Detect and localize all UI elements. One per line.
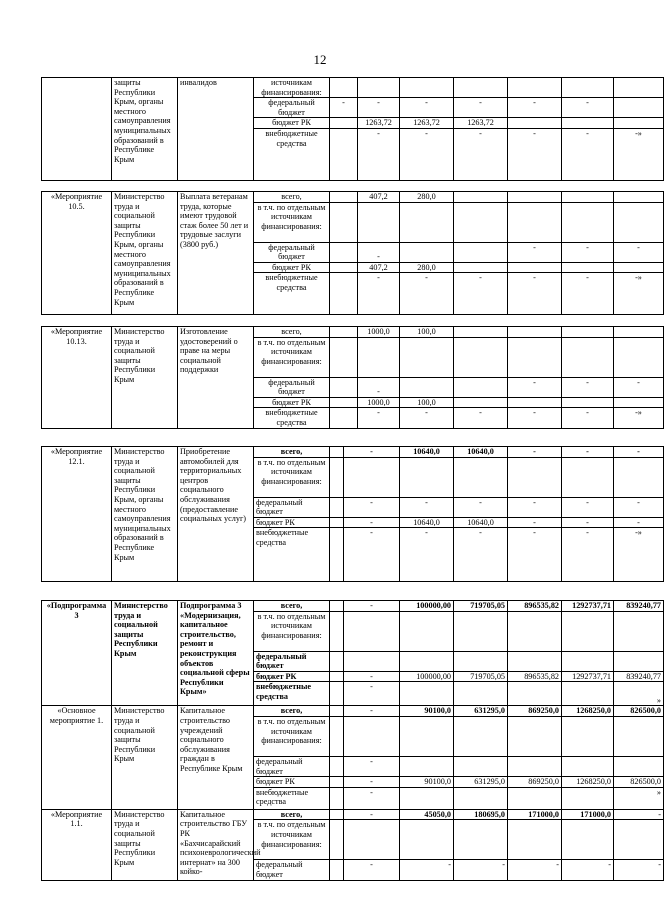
value-cell: - [400, 128, 454, 180]
value-cell [330, 601, 344, 612]
value-cell [508, 397, 562, 408]
measure-cell: «Мероприятие 10.13. [42, 327, 112, 429]
value-cell: 1268250,0 [562, 706, 614, 717]
source-cell: внебюджетные средства [254, 528, 330, 582]
value-cell [508, 118, 562, 129]
source-cell: в т.ч. по отдельным источникам финансирования: [254, 202, 330, 242]
value-cell [330, 787, 344, 809]
value-cell [330, 611, 344, 651]
value-cell: - [508, 408, 562, 428]
measure-cell: «Мероприятие 10.5. [42, 192, 112, 315]
value-cell [330, 327, 358, 338]
page-number: 12 [313, 52, 327, 67]
value-cell [454, 457, 508, 497]
value-cell [330, 517, 344, 528]
value-cell: 719705,05 [454, 671, 508, 682]
source-cell: в т.ч. по отдельным источникам финансирования: [254, 611, 330, 651]
value-cell [614, 397, 664, 408]
value-cell: 839240,77 [614, 671, 664, 682]
value-cell: - [344, 528, 400, 582]
value-cell [400, 377, 454, 397]
value-cell: - [358, 98, 400, 118]
value-cell: 90100,0 [400, 777, 454, 788]
source-cell: внебюджетные средства [254, 787, 330, 809]
value-cell: 1268250,0 [562, 777, 614, 788]
value-cell [454, 242, 508, 262]
description-cell: Капитальное строительство ГБУ РК «Бахчисарайский психоневрологический интернат» на 300 койко- [178, 809, 254, 880]
value-cell [454, 262, 508, 273]
value-cell: - [508, 273, 562, 315]
executor-cell: Министерство труда и социальной защиты Республики Крым [112, 327, 178, 429]
value-cell: - [454, 497, 508, 517]
executor-cell: Министерство труда и социальной защиты Республики Крым [112, 809, 178, 880]
value-cell: - [562, 497, 614, 517]
source-cell: всего, [254, 809, 330, 820]
value-cell [344, 651, 400, 671]
value-cell: -» [614, 273, 664, 315]
value-cell [344, 457, 400, 497]
value-cell: 631295,0 [454, 777, 508, 788]
value-cell [614, 327, 664, 338]
value-cell: 1263,72 [358, 118, 400, 129]
source-cell: федеральный бюджет [254, 651, 330, 671]
value-cell: - [400, 497, 454, 517]
value-cell: - [454, 528, 508, 582]
value-cell: - [562, 860, 614, 880]
source-cell: федеральный бюджет [254, 242, 330, 262]
value-cell: - [454, 128, 508, 180]
value-cell: - [508, 528, 562, 582]
source-cell: федеральный бюджет [254, 377, 330, 397]
value-cell [614, 651, 664, 671]
value-cell [330, 118, 358, 129]
value-cell: - [562, 528, 614, 582]
budget-table-continuation [41, 77, 664, 181]
value-cell [330, 528, 344, 582]
value-cell: 10640,0 [454, 447, 508, 458]
source-cell: бюджет РК [254, 777, 330, 788]
source-cell: федеральный бюджет [254, 98, 330, 118]
source-cell: внебюджетные средства [254, 128, 330, 180]
value-cell [562, 192, 614, 203]
value-cell: 896535,82 [508, 671, 562, 682]
value-cell [330, 651, 344, 671]
value-cell: - [562, 98, 614, 118]
value-cell [562, 716, 614, 756]
value-cell [508, 192, 562, 203]
value-cell [508, 651, 562, 671]
value-cell: 1292737,71 [562, 671, 614, 682]
source-cell: в т.ч. по отдельным источникам финансирования: [254, 457, 330, 497]
value-cell: 280,0 [400, 192, 454, 203]
executor-cell: Министерство труда и социальной защиты Республики Крым [112, 706, 178, 809]
value-cell: - [344, 671, 400, 682]
value-cell: - [562, 517, 614, 528]
value-cell: -» [614, 128, 664, 180]
value-cell: - [614, 377, 664, 397]
value-cell [330, 682, 344, 706]
value-cell [330, 716, 344, 756]
value-cell: 100,0 [400, 397, 454, 408]
value-cell [508, 682, 562, 706]
value-cell: - [358, 242, 400, 262]
source-cell: в т.ч. по отдельным источникам финансирования: [254, 820, 330, 860]
value-cell [614, 716, 664, 756]
measure-cell: «Основное мероприятие 1. [42, 706, 112, 809]
value-cell [454, 78, 508, 98]
value-cell [562, 682, 614, 706]
value-cell [344, 611, 400, 651]
value-cell: - [508, 447, 562, 458]
source-cell: бюджет РК [254, 262, 330, 273]
value-cell [454, 682, 508, 706]
description-cell: Приобретение автомобилей для территориальных центров социального обслуживания (предоставление социальных услуг) [178, 447, 254, 582]
value-cell: -» [614, 528, 664, 582]
value-cell [330, 202, 358, 242]
value-cell: - [614, 809, 664, 820]
value-cell: - [344, 706, 400, 717]
value-cell: - [508, 517, 562, 528]
value-cell [614, 756, 664, 776]
value-cell [330, 756, 344, 776]
value-cell [358, 78, 400, 98]
value-cell [454, 397, 508, 408]
value-cell: - [344, 809, 400, 820]
measure-cell [42, 78, 112, 181]
value-cell: 896535,82 [508, 601, 562, 612]
value-cell: - [508, 377, 562, 397]
value-cell: 869250,0 [508, 777, 562, 788]
source-cell: в т.ч. по отдельным источникам финансирования: [254, 337, 330, 377]
value-cell: - [344, 787, 400, 809]
source-cell: всего, [254, 706, 330, 717]
value-cell [562, 202, 614, 242]
value-cell [562, 820, 614, 860]
measure-cell: «Мероприятие 1.1. [42, 809, 112, 880]
value-cell [508, 262, 562, 273]
value-cell: 839240,77 [614, 601, 664, 612]
value-cell [330, 273, 358, 315]
value-cell [614, 192, 664, 203]
source-cell: всего, [254, 601, 330, 612]
value-cell: - [508, 242, 562, 262]
value-cell [614, 337, 664, 377]
value-cell [330, 777, 344, 788]
description-cell: Изготовление удостоверений о праве на меры социальной поддержки [178, 327, 254, 429]
value-cell: -» [614, 408, 664, 428]
budget-table-10-13 [41, 326, 664, 429]
source-cell: всего, [254, 327, 330, 338]
value-cell: - [562, 273, 614, 315]
value-cell [330, 242, 358, 262]
value-cell: - [508, 860, 562, 880]
value-cell: - [562, 408, 614, 428]
value-cell: 100,0 [400, 327, 454, 338]
source-cell: бюджет РК [254, 118, 330, 129]
source-cell: федеральный бюджет [254, 756, 330, 776]
source-cell: внебюджетные средства [254, 408, 330, 428]
value-cell: 10640,0 [400, 517, 454, 528]
value-cell: - [454, 273, 508, 315]
value-cell: 869250,0 [508, 706, 562, 717]
value-cell [400, 78, 454, 98]
value-cell [330, 671, 344, 682]
source-cell: бюджет РК [254, 397, 330, 408]
value-cell [614, 78, 664, 98]
value-cell [508, 611, 562, 651]
value-cell [508, 327, 562, 338]
value-cell [562, 118, 614, 129]
value-cell [614, 262, 664, 273]
value-cell: - [508, 98, 562, 118]
value-cell [508, 78, 562, 98]
value-cell [454, 651, 508, 671]
value-cell [508, 716, 562, 756]
value-cell [454, 202, 508, 242]
description-cell: инвалидов [178, 78, 254, 181]
value-cell: - [400, 860, 454, 880]
value-cell: - [508, 497, 562, 517]
value-cell: - [614, 860, 664, 880]
source-cell: бюджет РК [254, 517, 330, 528]
value-cell: 631295,0 [454, 706, 508, 717]
value-cell [330, 337, 358, 377]
executor-cell: Министерство труда и социальной защиты Республики Крым, органы местного самоуправления муниципальных образований в Республике Крым [112, 447, 178, 582]
value-cell: - [358, 377, 400, 397]
value-cell: » [614, 682, 664, 706]
value-cell [330, 128, 358, 180]
value-cell: 171000,0 [508, 809, 562, 820]
value-cell [330, 78, 358, 98]
value-cell [454, 787, 508, 809]
value-cell: - [400, 98, 454, 118]
value-cell: - [344, 517, 400, 528]
value-cell [330, 262, 358, 273]
value-cell [344, 716, 400, 756]
value-cell [508, 202, 562, 242]
value-cell [454, 756, 508, 776]
source-cell: внебюджетные средства [254, 682, 330, 706]
value-cell [330, 706, 344, 717]
value-cell: - [400, 273, 454, 315]
value-cell: - [614, 517, 664, 528]
value-cell [330, 447, 344, 458]
budget-table-10-5 [41, 191, 664, 315]
source-cell: всего, [254, 447, 330, 458]
value-cell [454, 337, 508, 377]
budget-table-subprogram-3 [41, 600, 664, 881]
value-cell: - [614, 497, 664, 517]
value-cell: » [614, 787, 664, 809]
value-cell [454, 611, 508, 651]
value-cell [562, 611, 614, 651]
value-cell [330, 860, 344, 880]
value-cell: 407,2 [358, 262, 400, 273]
measure-cell: «Мероприятие 12.1. [42, 447, 112, 582]
value-cell [454, 716, 508, 756]
value-cell [614, 820, 664, 860]
value-cell [400, 716, 454, 756]
value-cell [400, 820, 454, 860]
description-cell: Капитальное строительство учреждений социального обслуживания граждан в Республике Крым [178, 706, 254, 809]
value-cell [614, 118, 664, 129]
source-cell: бюджет РК [254, 671, 330, 682]
value-cell: 90100,0 [400, 706, 454, 717]
value-cell [330, 497, 344, 517]
description-cell: Выплата ветеранам труда, которые имеют трудовой стаж более 50 лет и трудовые заслуги (3800 руб.) [178, 192, 254, 315]
executor-cell: защиты Республики Крым, органы местного самоуправления муниципальных образований в Республике Крым [112, 78, 178, 181]
value-cell: 10640,0 [454, 517, 508, 528]
value-cell: - [330, 98, 358, 118]
source-cell: федеральный бюджет [254, 860, 330, 880]
value-cell [400, 202, 454, 242]
value-cell [400, 337, 454, 377]
executor-cell: Министерство труда и социальной защиты Республики Крым [112, 601, 178, 706]
value-cell: - [614, 447, 664, 458]
source-cell: федеральный бюджет [254, 497, 330, 517]
value-cell: - [344, 601, 400, 612]
value-cell: - [562, 242, 614, 262]
value-cell [358, 337, 400, 377]
value-cell: 719705,05 [454, 601, 508, 612]
value-cell [562, 337, 614, 377]
value-cell: - [562, 128, 614, 180]
value-cell [454, 820, 508, 860]
value-cell [330, 408, 358, 428]
value-cell [454, 192, 508, 203]
value-cell [562, 262, 614, 273]
value-cell: 100000,00 [400, 601, 454, 612]
source-cell: в т.ч. по отдельным источникам финансирования: [254, 716, 330, 756]
value-cell [562, 651, 614, 671]
value-cell [454, 377, 508, 397]
value-cell [508, 756, 562, 776]
value-cell [562, 327, 614, 338]
value-cell [400, 682, 454, 706]
value-cell: 1000,0 [358, 397, 400, 408]
value-cell: 100000,00 [400, 671, 454, 682]
value-cell: - [614, 242, 664, 262]
value-cell: - [454, 408, 508, 428]
value-cell: - [562, 447, 614, 458]
value-cell [400, 242, 454, 262]
value-cell [508, 787, 562, 809]
value-cell: - [358, 128, 400, 180]
value-cell: - [508, 128, 562, 180]
value-cell [562, 787, 614, 809]
source-cell: всего, [254, 192, 330, 203]
value-cell [330, 397, 358, 408]
value-cell: 10640,0 [400, 447, 454, 458]
value-cell: 1292737,71 [562, 601, 614, 612]
value-cell: 171000,0 [562, 809, 614, 820]
value-cell [330, 809, 344, 820]
source-cell: внебюджетные средства [254, 273, 330, 315]
value-cell [330, 377, 358, 397]
value-cell [400, 611, 454, 651]
description-cell: Подпрограмма 3 «Модернизация, капитальное строительство, ремонт и реконструкция объектов социальной сферы Республики Крым» [178, 601, 254, 706]
value-cell: 280,0 [400, 262, 454, 273]
value-cell [330, 820, 344, 860]
value-cell [454, 327, 508, 338]
value-cell [400, 457, 454, 497]
value-cell: 1263,72 [454, 118, 508, 129]
value-cell [562, 397, 614, 408]
value-cell: 826500,0 [614, 706, 664, 717]
value-cell: 1263,72 [400, 118, 454, 129]
value-cell: 1000,0 [358, 327, 400, 338]
value-cell [614, 611, 664, 651]
value-cell: - [344, 447, 400, 458]
executor-cell: Министерство труда и социальной защиты Республики Крым, органы местного самоуправления муниципальных образований в Республике Крым [112, 192, 178, 315]
value-cell: - [358, 273, 400, 315]
value-cell: 826500,0 [614, 777, 664, 788]
value-cell: - [358, 408, 400, 428]
value-cell: - [454, 860, 508, 880]
source-cell: источникам финансирования: [254, 78, 330, 98]
value-cell: - [344, 777, 400, 788]
value-cell [508, 820, 562, 860]
value-cell: 407,2 [358, 192, 400, 203]
value-cell [330, 457, 344, 497]
value-cell [614, 457, 664, 497]
value-cell: 180695,0 [454, 809, 508, 820]
measure-cell: «Подпрограмма 3 [42, 601, 112, 706]
value-cell [508, 337, 562, 377]
value-cell [400, 651, 454, 671]
value-cell: - [454, 98, 508, 118]
value-cell [562, 457, 614, 497]
value-cell: - [344, 682, 400, 706]
value-cell [614, 202, 664, 242]
value-cell [400, 756, 454, 776]
value-cell: - [344, 860, 400, 880]
value-cell [330, 192, 358, 203]
value-cell: - [344, 756, 400, 776]
value-cell [344, 820, 400, 860]
value-cell: - [562, 377, 614, 397]
value-cell [400, 787, 454, 809]
value-cell: - [400, 528, 454, 582]
budget-table-12-1 [41, 446, 664, 582]
value-cell [508, 457, 562, 497]
value-cell: - [400, 408, 454, 428]
value-cell [358, 202, 400, 242]
value-cell [562, 756, 614, 776]
value-cell: 45050,0 [400, 809, 454, 820]
value-cell [562, 78, 614, 98]
value-cell [614, 98, 664, 118]
value-cell: - [344, 497, 400, 517]
